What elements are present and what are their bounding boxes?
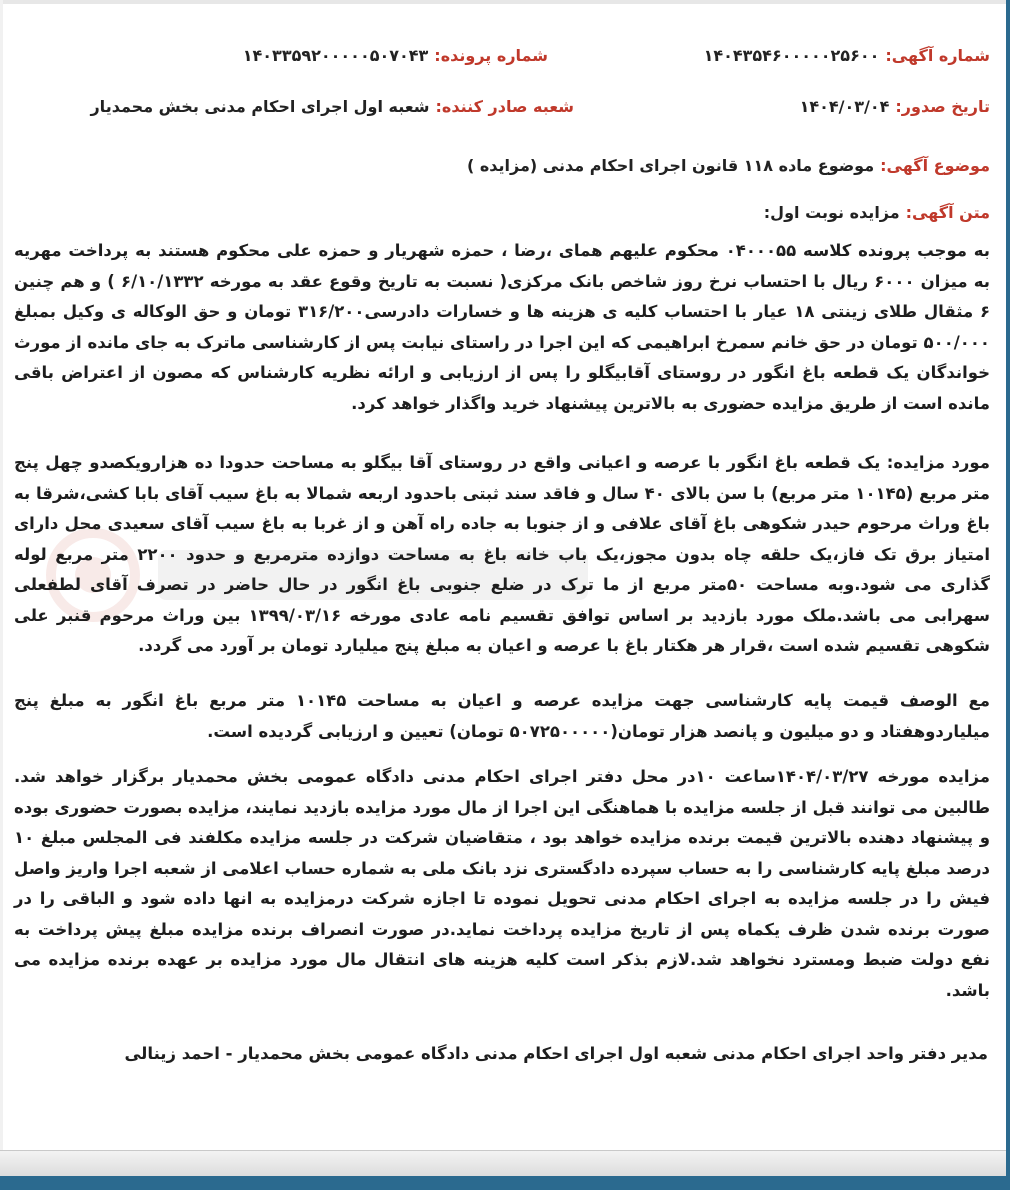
file-number-value: ۱۴۰۳۳۵۹۲۰۰۰۰۰۵۰۷۰۴۳ xyxy=(242,46,429,65)
subject-value: موضوع ماده ۱۱۸ قانون اجرای احکام مدنی (مزایده ) xyxy=(466,156,875,175)
subject-field xyxy=(467,156,990,175)
body-label: متن آگهی: xyxy=(905,203,990,222)
paragraph-auction-terms: مزایده مورخه ۱۴۰۴/۰۳/۲۷ساعت ۱۰در محل دفتر اجرای احکام مدنی دادگاه عمومی بخش محمدیار برگزار خواهد شد. طالبین می توانند قبل از جلسه مزایده با هماهنگی این اجرا از مال مورد مزایده بازدید نمایند، مزایده بصورت حضوری بوده و پیشنهاد دهنده بالاترین قیمت برنده مزایده خواهد بود ، متقاضیان شرکت در جلسه مزایده مکلفند فی المجلس مبلغ ۱۰ درصد مبلغ پایه کارشناسی را به حساب سپرده دادگستری نزد بانک ملی به شماره حساب اعلامی از شعبه اجرا واریز واصل فیش را در جلسه مزایده به اجرای احکام مدنی تحویل نموده تا اجازه شرکت درمزایده به انها داده شود و الباقی را در صورت برنده شدن ظرف یکماه پس از تاریخ مزایده پرداخت نماید.در صورت انصراف برنده مزایده مبلغ پیش پرداخت به نفع دولت ضبط ومسترد نخواهد شد.لازم بذکر است کلیه هزینه های انتقال مال مورد مزایده بر عهده برنده مزایده می باشد. xyxy=(14,767,990,1000)
body-title-field xyxy=(764,203,990,222)
ad-number-field xyxy=(704,46,990,65)
issuing-branch-field xyxy=(90,97,574,116)
issuing-branch-label: شعبه صادر کننده: xyxy=(435,97,574,116)
body-title: مزایده نوبت اول: xyxy=(763,203,900,222)
ad-number-label: شماره آگهی: xyxy=(885,46,990,65)
file-number-label: شماره پرونده: xyxy=(434,46,548,65)
taskbar-edge xyxy=(0,1176,1010,1190)
subject-label: موضوع آگهی: xyxy=(880,156,990,175)
paragraph-verdict: به موجب پرونده کلاسه ۰۴۰۰۰۵۵ محکوم علیهم همای ،رضا ، حمزه شهریار و حمزه علی محکوم هستند به پرداخت مهریه به میزان ۶۰۰۰ ریال با احتساب نرخ روز شاخص بانک مرکزی( نسبت به تاریخ وقوع عقد به مورخه ۶/۱۰/۱۳۳۲ ) و هم چنین ۶ مثقال طلای زینتی ۱۸ عیار با احتساب کلیه ی هزینه ها و خسارات دادرسی۳۱۶/۲۰۰ تومان و حق الوکاله ی وکیل بمبلغ ۵۰۰/۰۰۰ تومان در حق خانم سمرخ ابراهیمی که این اجرا در راستای نیابت پس از کارشناسی ماترک به جای مانده از مورث خواندگان یک قطعه باغ انگور در روستای آقابیگلو را پس از ارزیابی و ارائه نظریه کارشناس که مصون از اعتراض باقی مانده است از طریق مزایده حضوری به بالاترین پیشنهاد خرید واگذار خواهد کرد. xyxy=(14,241,991,413)
issue-date-field xyxy=(800,97,990,116)
issue-date-value: ۱۴۰۴/۰۳/۰۴ xyxy=(799,97,890,116)
signature-line: مدیر دفتر واحد اجرای احکام مدنی شعبه اول اجرای احکام مدنی دادگاه عمومی بخش محمدیار - احمد زینالی xyxy=(124,1044,988,1063)
window-status-bar xyxy=(0,1150,1006,1177)
paragraph-auction-item: مورد مزایده: یک قطعه باغ انگور با عرصه و اعیانی واقع در روستای آقا بیگلو به مساحت حدودا ده هزارویکصدو چهل پنج متر مربع (۱۰۱۴۵ متر مربع) با سن بالای ۴۰ سال و فاقد سند ثبتی باحدود اربعه شمالا به باغ سیب آقای بابا کشی،شرقا به باغ وراث مرحوم حیدر شکوهی باغ آقای علافی و از جنوبا به جاده راه آهن و از غربا به باغ سیب آقای سعیدی محل دارای امتیاز برق تک فاز،یک حلقه چاه بدون مجوز،یک باب خانه باغ به مساحت دوازده مترمربع و حدود ۲۲۰۰ متر مربع لوله گذاری می شود.وبه مساحت ۵۰متر مربع از ما ترک در ضلع جنوبی باغ انگور در حال حاضر در تصرف آقای لطفعلی سهرابی می باشد.ملک مورد بازدید بر اساس توافق تقسیم نامه عادی مورخه ۱۳۹۹/۰۳/۱۶ بین وراث مرحوم قنبر علی شکوهی تقسیم شده است ،قرار هر هکتار باغ با عرصه و اعیان به مبلغ پنج میلیارد تومان بر آورد می گردد. xyxy=(14,453,991,655)
issuing-branch-value: شعبه اول اجرای احکام مدنی بخش محمدیار xyxy=(90,97,430,116)
issue-date-label: تاریخ صدور: xyxy=(895,97,990,116)
paragraph-base-price: مع الوصف قیمت پایه کارشناسی جهت مزایده عرصه و اعیان به مساحت ۱۰۱۴۵ متر مربع باغ انگور به مبلغ پنج میلیاردوهفتاد و دو میلیون و پانصد هزار تومان(۵۰۷۲۵۰۰۰۰۰ تومان) تعیین و ارزیابی گردیده است. xyxy=(14,691,990,741)
ad-number-value: ۱۴۰۴۳۵۴۶۰۰۰۰۰۲۵۶۰۰ xyxy=(703,46,880,65)
file-number-field xyxy=(243,46,548,65)
